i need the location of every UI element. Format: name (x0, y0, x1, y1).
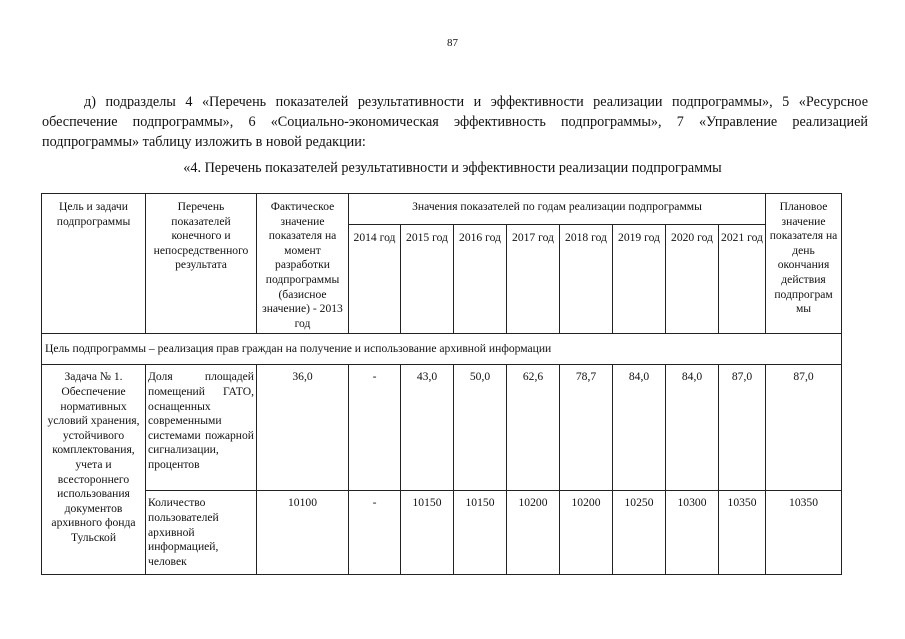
header-row-1 (42, 194, 842, 225)
value-cell: 78,7 (560, 365, 613, 491)
value-cell: 10250 (613, 491, 666, 575)
header-planned-value: Плановое значение показателя на день окончания действия подпрограм мы (766, 194, 842, 334)
header-indicators: Перечень показателей конечного и непосредственного результата (146, 194, 257, 334)
table-row (42, 365, 842, 491)
base-value-cell: 36,0 (257, 365, 349, 491)
page-number: 87 (447, 37, 458, 49)
header-year: 2020 год (666, 225, 719, 334)
value-cell: 10150 (454, 491, 507, 575)
intro-paragraph: д) подразделы 4 «Перечень показателей результативности и эффективности реализации подпрограммы», 5 «Ресурсное обеспечение подпрограммы», 6 «Социально-экономическая эффективность подпрограммы», 7 «Управление реализацией подпрограммы» таблицу изложить в новой редакции: (42, 94, 868, 150)
indicator-cell: Доля площадей помещений ГАТО, оснащенных современными системами пожарной сигнализации, процентов (146, 365, 257, 491)
indicator-cell: Количество пользователей архивной информацией, человек (146, 491, 257, 575)
goal-text: Цель подпрограммы – реализация прав граждан на получение и использование архивной информации (42, 334, 842, 365)
value-cell: 10300 (666, 491, 719, 575)
header-year: 2015 год (401, 225, 454, 334)
value-cell: - (349, 491, 401, 575)
base-value-cell: 10100 (257, 491, 349, 575)
task-cell: Задача № 1. Обеспечение нормативных условий хранения, устойчивого комплектования, учета и всестороннего использования документов архивного фонда Тульской (42, 365, 146, 575)
header-yearly-values: Значения показателей по годам реализации подпрограммы (349, 194, 766, 225)
goal-row (42, 334, 842, 365)
value-cell: 10200 (560, 491, 613, 575)
header-base-value: Фактическое значение показателя на момент разработки подпрограммы (базисное значение) - 2013 год (257, 194, 349, 334)
section-heading: «4. Перечень показателей результативности и эффективности реализации подпрограммы (183, 160, 722, 176)
value-cell: 50,0 (454, 365, 507, 491)
header-goals-tasks: Цель и задачи подпрограммы (42, 194, 146, 334)
value-cell: 84,0 (613, 365, 666, 491)
header-year: 2016 год (454, 225, 507, 334)
plan-value-cell: 10350 (766, 491, 842, 575)
header-year: 2019 год (613, 225, 666, 334)
value-cell: - (349, 365, 401, 491)
table-row (42, 491, 842, 575)
header-year: 2018 год (560, 225, 613, 334)
value-cell: 10150 (401, 491, 454, 575)
value-cell: 10350 (719, 491, 766, 575)
plan-value-cell: 87,0 (766, 365, 842, 491)
value-cell: 43,0 (401, 365, 454, 491)
header-year: 2021 год (719, 225, 766, 334)
value-cell: 62,6 (507, 365, 560, 491)
header-year: 2014 год (349, 225, 401, 334)
indicators-table (41, 193, 842, 575)
value-cell: 10200 (507, 491, 560, 575)
value-cell: 84,0 (666, 365, 719, 491)
value-cell: 87,0 (719, 365, 766, 491)
header-year: 2017 год (507, 225, 560, 334)
